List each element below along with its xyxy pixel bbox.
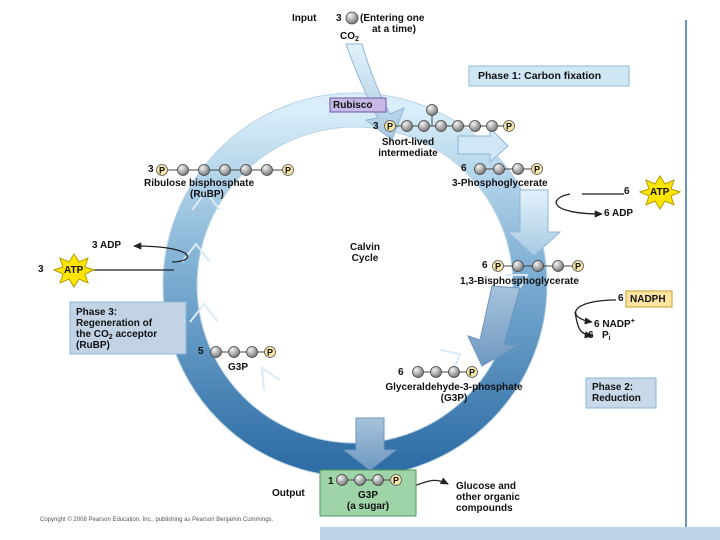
atp-label-1: ATP <box>650 187 670 198</box>
co2-label: $CO_2$ <box>340 31 359 43</box>
carbon-ball <box>431 367 442 378</box>
adp-out-arrow-1 <box>556 194 602 214</box>
carbon-ball <box>355 475 366 486</box>
carbon-ball <box>419 121 430 132</box>
phase3-line3: the $CO_2$ acceptor <box>76 329 158 341</box>
intermediate-name-line1: Short-lived <box>381 137 435 148</box>
bpg-name: 1,3-Bisphosphoglycerate <box>460 276 579 287</box>
phosphate-letter: P <box>494 261 502 272</box>
adp-out-3: 3 ADP <box>92 240 122 251</box>
nadph-count: 6 <box>618 293 624 304</box>
glucose-arrow <box>414 480 448 486</box>
rubp-name-line2: (RuBP) <box>190 189 224 200</box>
carbon-ball <box>262 165 273 176</box>
phosphate-letter: P <box>284 165 292 176</box>
phosphate-letter: P <box>533 164 541 175</box>
carbon-ball <box>178 165 189 176</box>
output-name-line1: G3P <box>357 490 378 501</box>
input-count: 3 <box>336 13 342 24</box>
carbon-ball <box>337 475 348 486</box>
carbon-ball <box>487 121 498 132</box>
carbon-ball <box>402 121 413 132</box>
input-note-line1: (Entering one <box>360 13 425 24</box>
output-result-line1: Glucose and <box>456 481 517 492</box>
phase2-line2: Reduction <box>592 393 641 404</box>
carbon-ball <box>373 475 384 486</box>
output-name-line2: (a sugar) <box>346 501 390 512</box>
g3p-cycle-count: 6 <box>398 367 404 378</box>
carbon-ball <box>449 367 460 378</box>
carbon-ball <box>247 347 258 358</box>
bpg-count: 6 <box>482 260 488 271</box>
rubp-name-line1: Ribulose bisphosphate <box>144 178 255 189</box>
phosphate-letter: P <box>392 475 400 486</box>
output-count: 1 <box>328 476 334 487</box>
atp-label-3: ATP <box>64 265 84 276</box>
phosphate-letter: P <box>468 367 476 378</box>
copyright-text: Copyright © 2008 Pearson Education, Inc., publishing as Pearson Benjamin Cummings. <box>40 517 274 523</box>
carbon-ball <box>211 347 222 358</box>
phosphate-letter: P <box>158 165 166 176</box>
carbon-ball <box>553 261 564 272</box>
pga-count: 6 <box>461 163 467 174</box>
nadp-out: 6 NADP+ <box>594 318 635 330</box>
rubp-count: 3 <box>148 164 154 175</box>
g3p-regen-name: G3P <box>228 362 249 373</box>
phosphate-letter: P <box>266 347 274 358</box>
center-line2: Cycle <box>351 253 379 264</box>
carbon-ball <box>470 121 481 132</box>
input-note-line2: at a time) <box>372 24 416 35</box>
carbon-ball <box>413 367 424 378</box>
carbon-ball <box>220 165 231 176</box>
carbon-ball <box>513 164 524 175</box>
carbon-ball <box>229 347 240 358</box>
pga-name: 3-Phosphoglycerate <box>452 178 548 189</box>
input-label: Input <box>292 13 317 24</box>
phase3-line1: Phase 3: <box>76 307 118 318</box>
phase2-line1: Phase 2: <box>592 382 634 393</box>
phosphate-letter: P <box>574 261 582 272</box>
carbon-ball <box>533 261 544 272</box>
carbon-ball <box>453 121 464 132</box>
g3p-regen-count: 5 <box>198 346 204 357</box>
carbon-ball <box>475 164 486 175</box>
g3p-cycle-name-line1: Glyceraldehyde-3-phosphate <box>385 382 523 393</box>
carbon-ball <box>436 121 447 132</box>
output-result-line2: other organic <box>456 492 520 503</box>
atp-in-count-3: 3 <box>38 264 44 275</box>
intermediate-name-line2: intermediate <box>378 148 438 159</box>
intermediate-count: 3 <box>373 121 379 132</box>
phase3-line2: Regeneration of <box>76 318 153 329</box>
phase3-line4: (RuBP) <box>76 340 110 351</box>
carbon-ball <box>199 165 210 176</box>
carbon-ball <box>494 164 505 175</box>
rubisco-label: Rubisco <box>333 100 373 111</box>
adp-out-1: 6 ADP <box>604 208 634 219</box>
carbon-ball <box>513 261 524 272</box>
output-result-line3: compounds <box>456 503 513 514</box>
g3p-cycle-name-line2: (G3P) <box>440 393 468 404</box>
pi-count: 6 <box>588 330 594 341</box>
pi-label: $P_i$ <box>602 330 611 342</box>
chevron-mark <box>262 368 280 390</box>
nadph-label: NADPH <box>630 294 666 305</box>
atp-in-count-1: 6 <box>624 186 630 197</box>
footer-band <box>320 527 720 540</box>
output-label: Output <box>272 488 305 499</box>
phosphate-letter: P <box>505 121 513 132</box>
center-line1: Calvin <box>349 242 380 253</box>
phosphate-letter: P <box>386 121 394 132</box>
carbon-ball <box>427 105 438 116</box>
carbon-ball <box>241 165 252 176</box>
phase1-label: Phase 1: Carbon fixation <box>478 70 602 82</box>
co2-ball <box>346 12 358 24</box>
